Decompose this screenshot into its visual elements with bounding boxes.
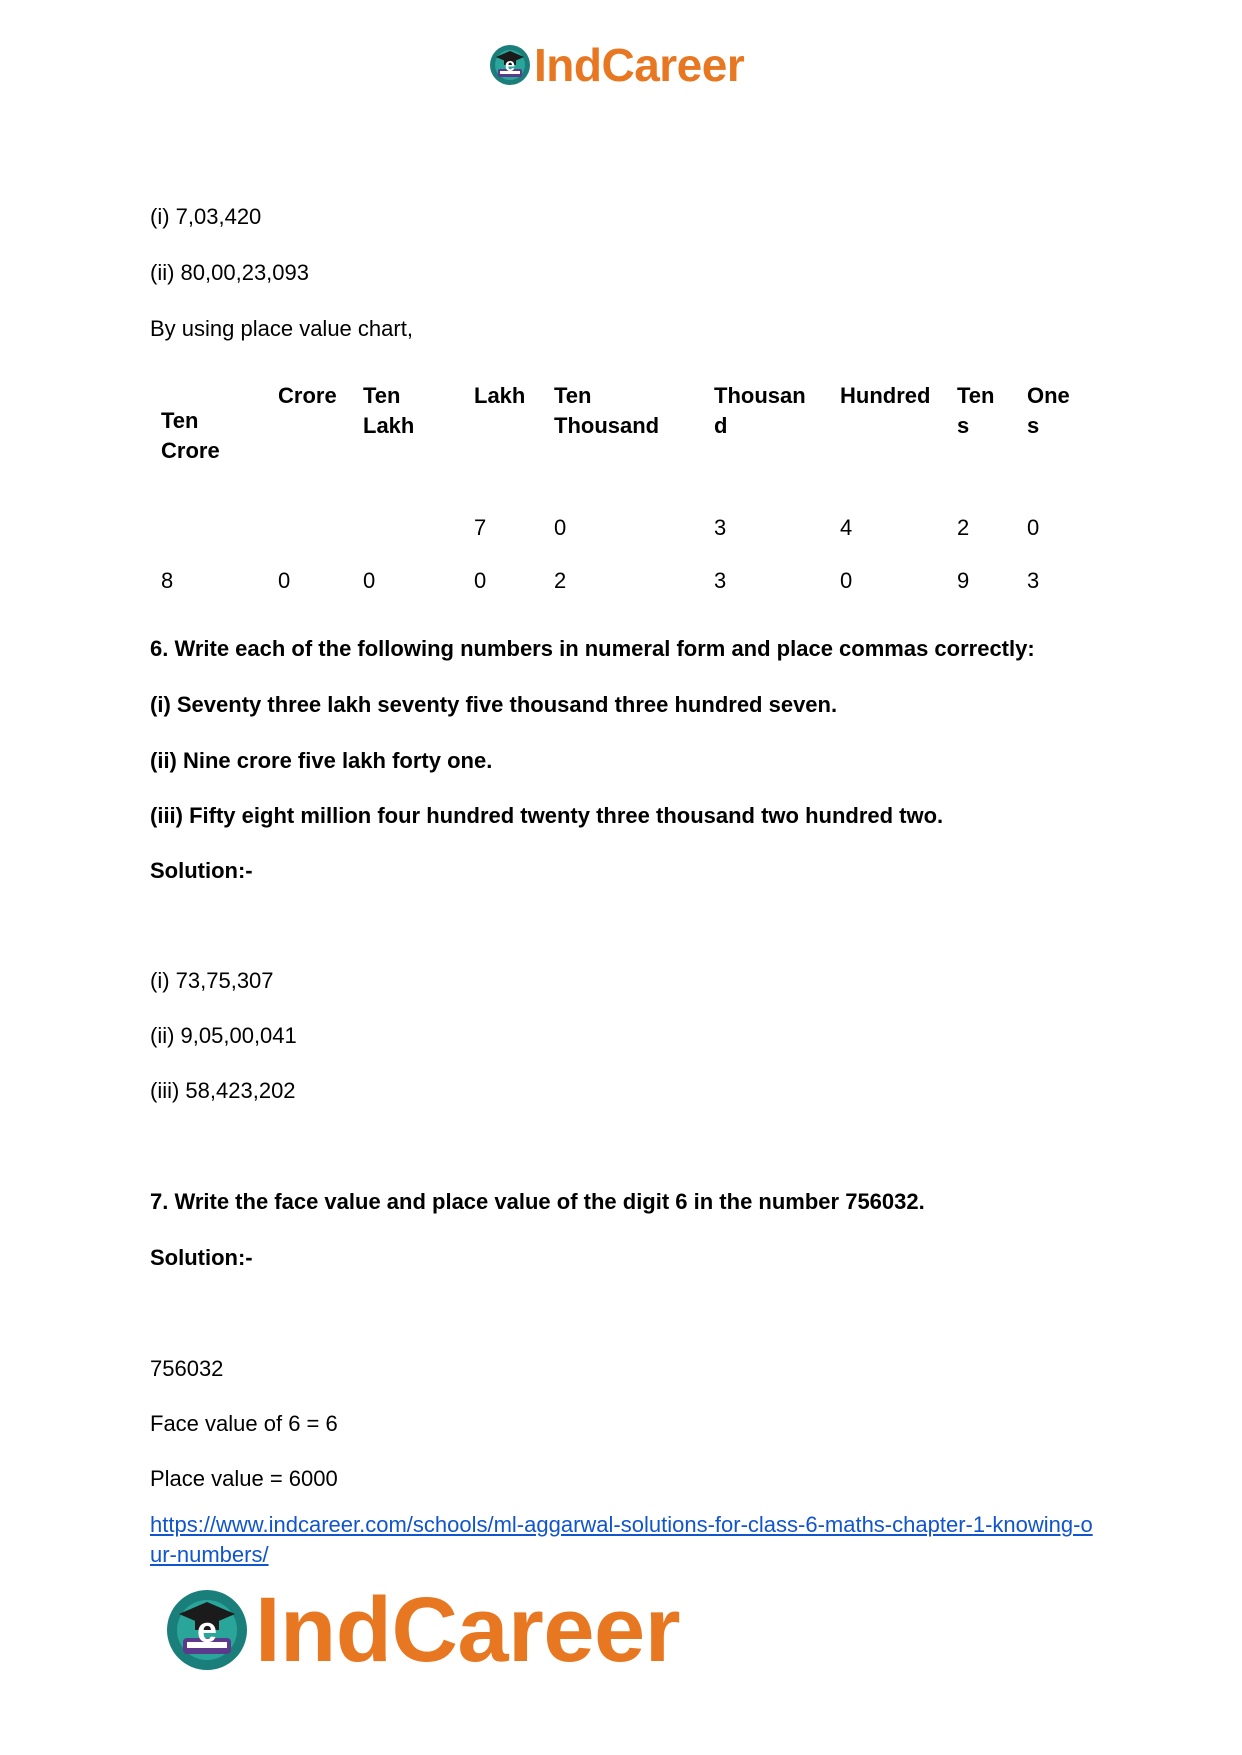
table-cell: 3 [1027, 568, 1040, 593]
column-header: Ten Thousand [554, 383, 660, 438]
column-header: Ten Crore [161, 408, 220, 463]
indcareer-logo-top [488, 40, 744, 90]
table-cell: 2 [957, 515, 970, 540]
answer-line: (i) 7,03,420 [150, 204, 262, 229]
table-cell: 3 [714, 515, 727, 540]
column-header: Thousan d [714, 383, 806, 438]
column-header: Crore [278, 383, 337, 408]
answer-line: (ii) 80,00,23,093 [150, 260, 309, 285]
answer-line: Place value = 6000 [150, 1466, 338, 1491]
indcareer-logo-bottom [163, 1580, 680, 1680]
table-cell: 0 [474, 568, 487, 593]
table-cell: 2 [554, 568, 567, 593]
answer-line: (i) 73,75,307 [150, 968, 274, 993]
column-header: Lakh [474, 383, 526, 408]
column-header: One s [1027, 383, 1070, 438]
question-part: (i) Seventy three lakh seventy five thousand three hundred seven. [150, 692, 838, 717]
column-header: Ten Lakh [363, 383, 415, 438]
answer-line: (iii) 58,423,202 [150, 1078, 296, 1103]
question-heading: 7. Write the face value and place value of the digit 6 in the number 756032. [150, 1189, 925, 1214]
svg-text:e: e [196, 1609, 218, 1650]
table-cell: 0 [278, 568, 291, 593]
solution-label: Solution:- [150, 858, 253, 883]
graduation-cap-book-icon [163, 1586, 251, 1674]
table-cell: 9 [957, 568, 970, 593]
table-cell: 3 [714, 568, 727, 593]
column-header: Ten s [957, 383, 995, 438]
table-cell: 8 [161, 568, 174, 593]
answer-line: Face value of 6 = 6 [150, 1411, 338, 1436]
source-link[interactable]: https://www.indcareer.com/schools/ml-aggarwal-solutions-for-class-6-maths-chapter-1-knowing-our-numbers/ [150, 1512, 1093, 1567]
column-header: Hundred [840, 383, 931, 408]
question-part: (iii) Fifty eight million four hundred twenty three thousand two hundred two. [150, 803, 944, 828]
table-cell: 0 [1027, 515, 1040, 540]
table-cell: 0 [363, 568, 376, 593]
solution-label: Solution:- [150, 1245, 253, 1270]
chart-intro: By using place value chart, [150, 316, 413, 341]
svg-text:e: e [504, 55, 516, 75]
table-cell: 0 [554, 515, 567, 540]
question-heading: 6. Write each of the following numbers in numeral form and place commas correctly: [150, 636, 1035, 661]
brand-name: IndCareer [534, 39, 745, 91]
question-part: (ii) Nine crore five lakh forty one. [150, 748, 493, 773]
answer-line: 756032 [150, 1356, 224, 1381]
table-cell: 7 [474, 515, 487, 540]
brand-name: IndCareer [255, 1578, 680, 1681]
table-cell: 4 [840, 515, 853, 540]
answer-line: (ii) 9,05,00,041 [150, 1023, 297, 1048]
graduation-cap-book-icon [488, 43, 532, 87]
table-cell: 0 [840, 568, 853, 593]
